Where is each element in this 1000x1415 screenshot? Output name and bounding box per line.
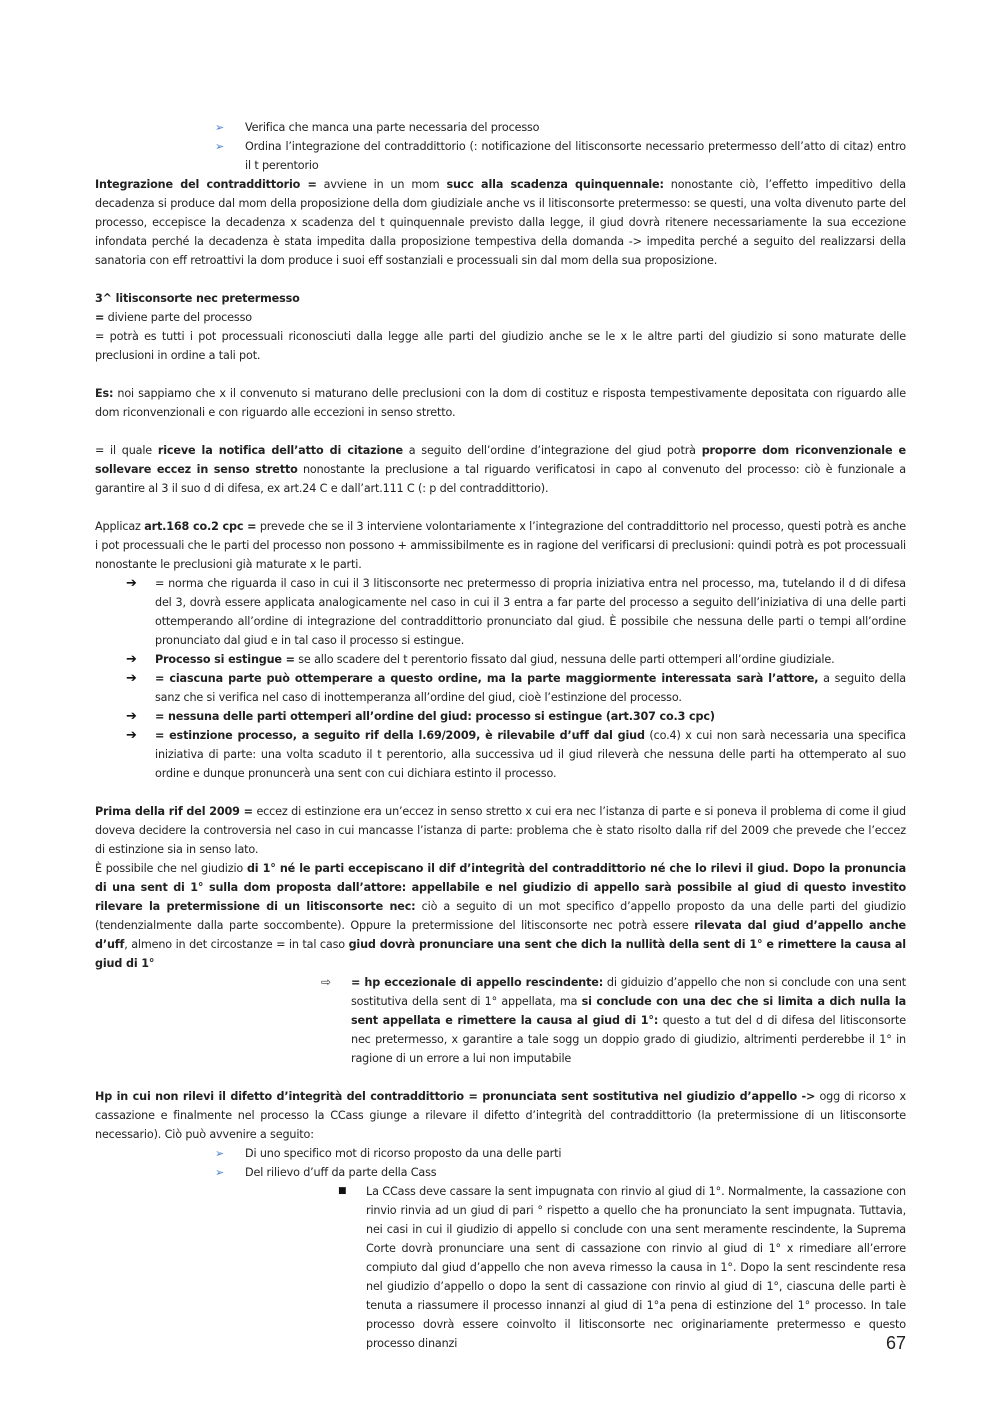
list-item: ➢ Di uno specifico mot di ricorso proposto da una delle parti (245, 1144, 906, 1163)
paragraph-art168: Applicaz art.168 co.2 cpc = prevede che se il 3 interviene volontariamente x l’integrazione del contraddittorio nel processo, questi potrà es anche i pot processuali che le parti del processo non possono + ammissibilmente es in ragione del verificarsi di preclusioni: quindi potrà es pot processuali nonostante le preclusioni già maturate x le parti. (95, 520, 906, 571)
arrow-bullet-icon: ➔ (126, 728, 137, 743)
list-item: ➔ = norma che riguarda il caso in cui il 3 litisconsorte nec pretermesso di propria iniziativa entra nel processo, ma, tutelando il d di difesa del 3, dovrà essere applicata analogicamente nel caso in cui il 3 entra a far parte del processo a seguito dell’iniziativa di una delle parti ottemperando all’ordine di integrazione del contraddittorio pronunciato dal giud. È possibile che nessuna delle parti o tempi all’ordine pronunciato dal giud e in tal caso il processo si estingue. (126, 576, 906, 647)
list-item: ➢ Verifica che manca una parte necessaria del processo (245, 118, 906, 137)
page-number: 67 (885, 1333, 906, 1353)
paragraph-cassazione: Hp in cui non rilevi il difetto d’integrità del contraddittorio = pronunciata sent sostitutiva nel giudizio d’appello -> ogg di ricorso x cassazione e finalmente nel processo la CCass giunge a rilevare il difetto d’integrità del contraddittorio (la pretermissione di un litisconsorte necessario). Ciò può avvenire a seguito: (95, 1090, 906, 1141)
list-item: ➔ = nessuna delle parti ottemperi all’ordine del giud: processo si estingue (art.307 co.3 cpc) (126, 709, 715, 724)
document-page (95, 118, 906, 1353)
arrow-bullet-icon: ➔ (126, 709, 137, 724)
list-item: ➔ = estinzione processo, a seguito rif della l.69/2009, è rilevabile d’uff dal giud (co.4) x cui non sarà necessaria una specifica iniziativa di parte: una volta scaduto il t perentorio, alla successiva ud il giud rileverà che nessuna delle parti ha ottemperato al suo ordine e dunque pronuncerà una sent con cui dichiara estinto il processo. (126, 728, 907, 780)
hollow-arrow-bullet-icon: ⇨ (321, 975, 331, 989)
arrow-bullet-icon: ➔ (126, 671, 137, 686)
paragraph-rif2009: Prima della rif del 2009 = eccez di estinzione era un’eccez in senso stretto x cui era nec l’istanza di parte e si poneva il problema di come il giud doveva decidere la controversia nel caso in cui mancasse l’istanza di parte: problema che è stato risolto dalla rif del 2009 che prevede che l’eccez di estinzione sia in senso lato. (95, 805, 907, 856)
list-item: ■ La CCass deve cassare la sent impugnata con rinvio al giud di 1°. Normalmente, la cassazione con rinvio rinvia ad un giud di pari ° rispetto a quello che ha pronunciato la sent impugnata. Tuttavia, nei casi in cui il giudizio di appello si conclude con una sent meramente rescindente, la Suprema Corte dovrà pronunciare una sent di cassazione con rinvio al giud di 1° x rimediare all’errore compiuto dal giud d’appello che non aveva rimesso la causa in 1°. Dopo la sent rescindente resa nel giudizio d’appello o dopo la sent di cassazione con rinvio al giud di 1°, ciascuna delle parti è tenuta a riassumere il processo innanzi al giud di 1°a pena di estinzione del 1° processo. In tale processo dovrà essere coinvolto il litisconsorte nec originariamente pretermesso e questo processo dinanzi (366, 1182, 906, 1353)
list-item: ➢ Ordina l’integrazione del contraddittorio (: notificazione del litisconsorte necessario pretermesso dell’atto di citaz) entro il t perentorio (245, 137, 906, 175)
list-item: ⇨ = hp eccezionale di appello rescindente: di giduizio d’appello che non si conclude con una sent sostitutiva della sent di 1° appellata, ma si conclude con una dec che si limita a dich nulla la sent appellata e rimettere la causa al giud di 1°: questo a tut del d di difesa del litisconsorte nec pretermesso, x garantire a tale sogg un doppio grado di giudizio, altrimenti perderebbe il 1° in ragione di un errore a lui non imputabile (321, 975, 907, 1065)
section-heading: 3^ litisconsorte nec pretermesso (95, 292, 300, 305)
list-item: ➔ Processo si estingue = se allo scadere del t perentorio fissato dal giud, nessuna delle parti ottemperi all’ordine giudiziale. (126, 652, 835, 667)
arrow-bullet-icon: ➔ (126, 576, 137, 591)
list-item: ➔ = ciascuna parte può ottemperare a questo ordine, ma la parte maggiormente interessata sarà l’attore, a seguito della sanz che si verifica nel caso di inottemperanza all’ordine del giud, cioè l’estinzione del processo. (126, 671, 906, 704)
arrowhead-bullet-icon: ➢ (215, 1166, 225, 1179)
paragraph-pretermissione: È possibile che nel giudizio di 1° né le parti eccepiscano il dif d’integrità del contraddittorio né che lo rilevi il giud. Dopo la pronuncia di una sent di 1° sulla dom proposta dall’attore: appellabile e nel giudizio di appello sarà possibile al giud di questo investito rilevare la pretermissione di un litisconsorte nec: ciò a seguito di un mot specifico d’appello proposto da una delle parti del giudizio (tendenzialmente dalla parte soccombente). Oppure la pretermissione del litisconsorte nec potrà essere rilevata dal giud d’appello anche d’uff, almeno in det circostanze = in tal caso giud dovrà pronunciare una sent che dich la nullità della sent di 1° e rimettere la causa al giud di 1° (95, 862, 907, 970)
list-item: ➢ Del rilievo d’uff da parte della Cass (245, 1163, 906, 1182)
square-bullet-icon: ■ (338, 1186, 347, 1196)
paragraph-integrazione: Integrazione del contraddittorio = avviene in un mom succ alla scadenza quinquennale: nonostante ciò, l’effetto impeditivo della decadenza si produce dal mom della proposizione della dom giudiziale anche vs il litisconsorte pretermesso: se questi, una volta divenuto parte del processo, eccepisce la decadenza x scadenza del t quinquennale previsto dalla legge, il giud dovrà ritenere necessariamente la sua eccezione infondata perché la decadenza è stata impedita dalla proposizione tempestiva della domanda -> impedita perché a seguito del realizzarsi della sanatoria con eff retroattivi la dom produce i suoi eff sostanziali e processuali sin dal mom della sua proposizione. (95, 178, 906, 267)
paragraph-line: = potrà es tutti i pot processuali riconosciuti dalla legge alle parti del giudizio anche se le x le altre parti del giudizio si sono maturate delle preclusioni in ordine a tali pot. (95, 330, 906, 362)
arrowhead-bullet-icon: ➢ (215, 1147, 225, 1160)
paragraph-line: = diviene parte del processo (95, 311, 252, 324)
paragraph-notifica: = il quale riceve la notifica dell’atto di citazione a seguito dell’ordine d’integrazione del giud potrà proporre dom riconvenzionale e sollevare eccez in senso stretto nonostante la preclusione a tal riguardo verificatosi in capo al convenuto del processo: ciò è funzionale a garantire al 3 il suo d di difesa, ex art.24 C e dall’art.111 C (: p del contraddittorio). (95, 444, 906, 495)
arrowhead-bullet-icon: ➢ (215, 121, 225, 134)
arrowhead-bullet-icon: ➢ (215, 140, 225, 153)
arrow-bullet-icon: ➔ (126, 652, 137, 667)
paragraph-example: Es: noi sappiamo che x il convenuto si maturano delle preclusioni con la dom di costituz e risposta tempestivamente depositata con riguardo alle dom riconvenzionali e con riguardo alle eccezioni in senso stretto. (95, 387, 906, 419)
